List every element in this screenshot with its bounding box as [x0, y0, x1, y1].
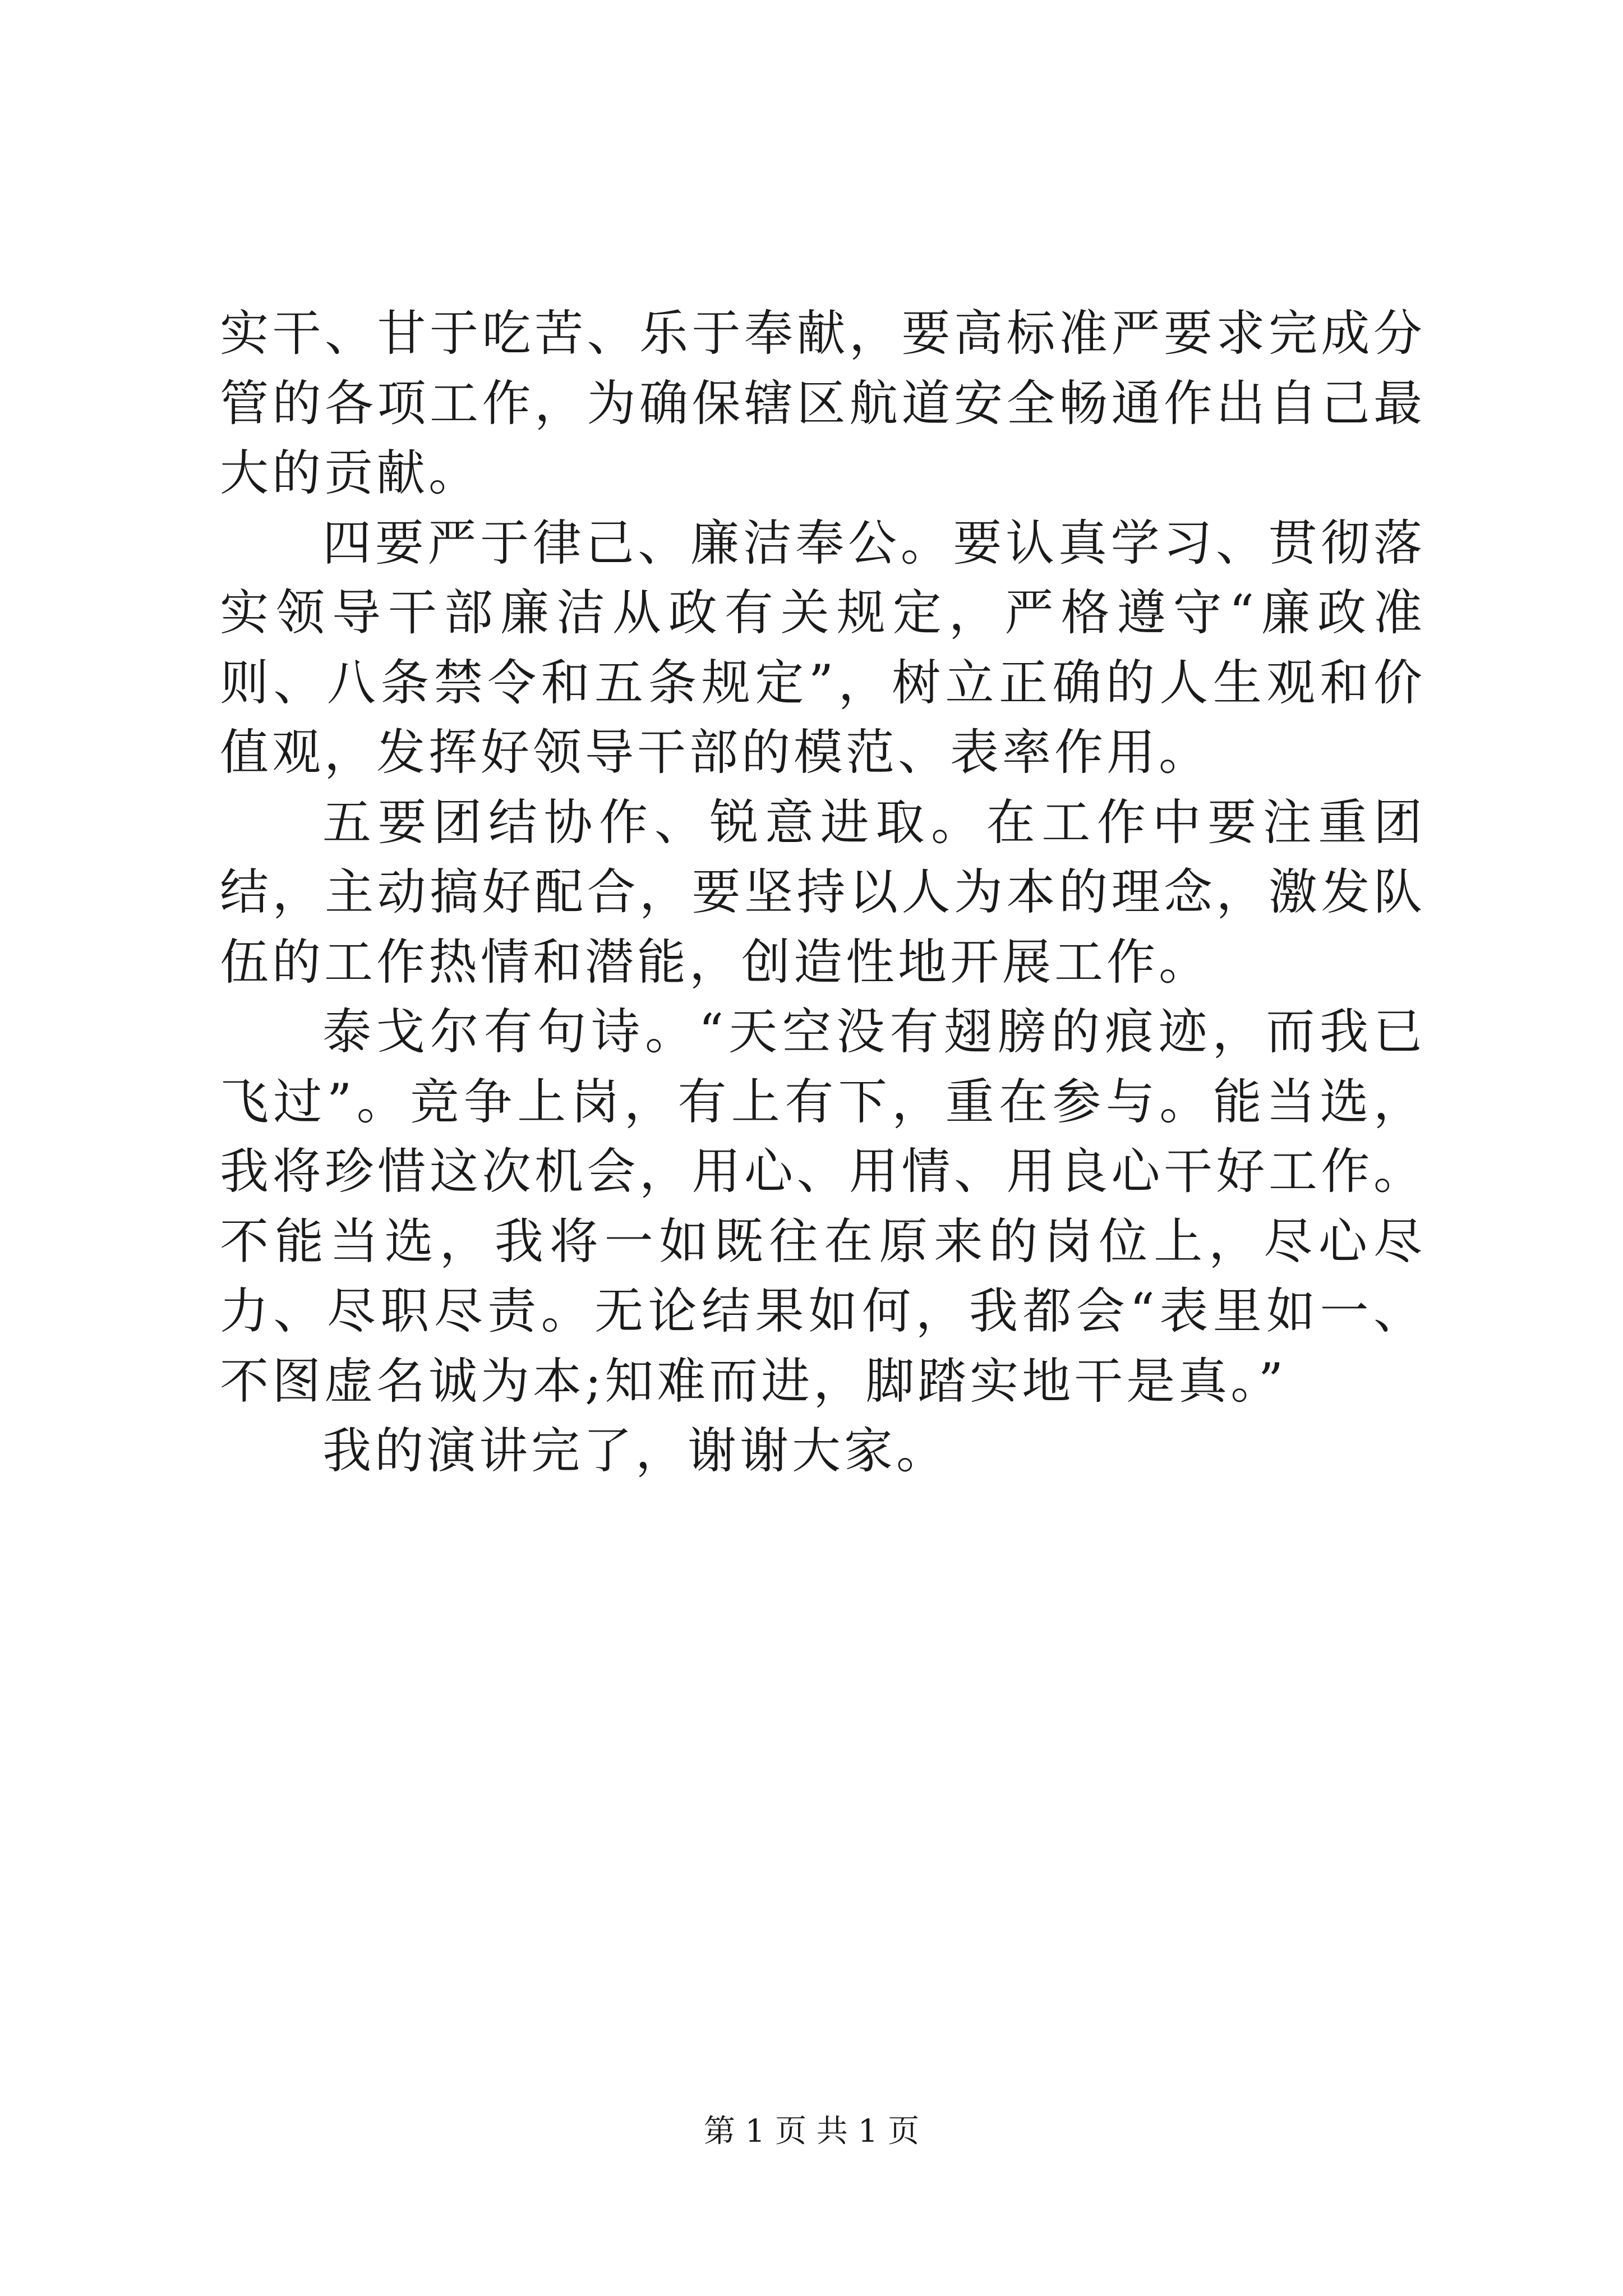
- paragraph-continuation: 实干、甘于吃苦、乐于奉献，要高标准严要求完成分管的各项工作，为确保辖区航道安全畅通作出自己最大的贡献。: [220, 305, 1426, 501]
- document-body: [220, 298, 1426, 1486]
- page-footer: 第 1 页 共 1 页: [703, 2113, 920, 2150]
- paragraph-closing: 我的演讲完了，谢谢大家。: [322, 1422, 948, 1479]
- paragraph-point-four: 四要严于律己、廉洁奉公。要认真学习、贯彻落实领导干部廉洁从政有关规定，严格遵守“廉政准则、八条禁令和五条规定”，树立正确的人生观和价值观，发挥好领导干部的模范、表率作用。: [220, 514, 1426, 781]
- paragraph-tagore-quote: 泰戈尔有句诗。“天空没有翅膀的痕迹，而我已飞过”。竞争上岗，有上有下，重在参与。能当选，我将珍惜这次机会，用心、用情、用良心干好工作。不能当选，我将一如既往在原来的岗位上，尽心尽力、尽职尽责。无论结果如何，我都会“表里如一、不图虚名诚为本;知难而进，脚踏实地干是真。”: [220, 1003, 1426, 1410]
- paragraph-point-five: 五要团结协作、锐意进取。在工作中要注重团结，主动搞好配合，要坚持以人为本的理念，激发队伍的工作热情和潜能，创造性地开展工作。: [220, 793, 1426, 991]
